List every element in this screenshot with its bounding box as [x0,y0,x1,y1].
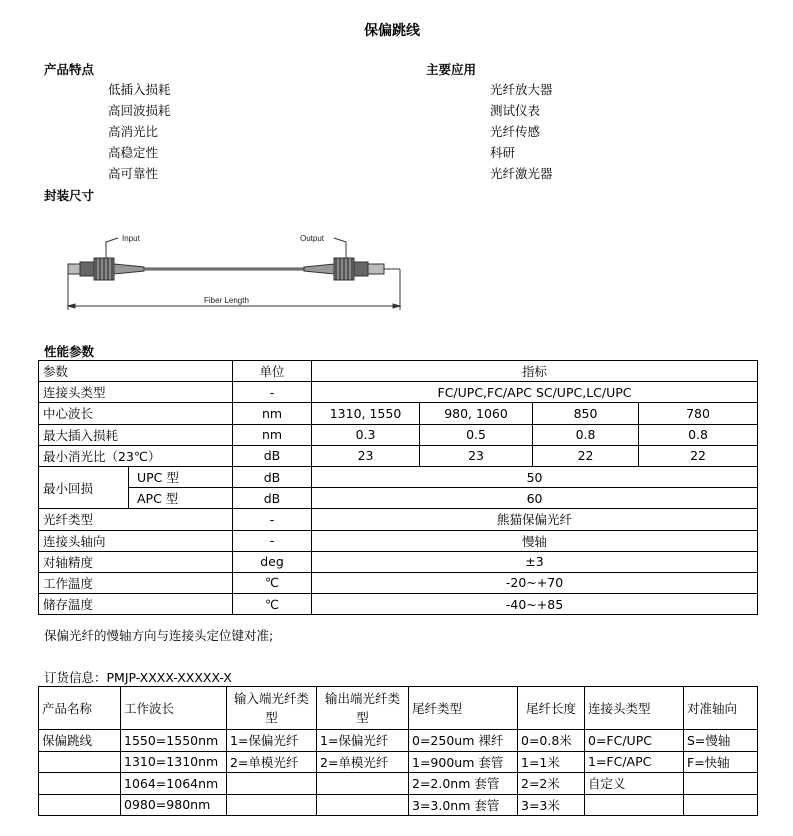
unit-cell: ℃ [233,572,312,593]
table-row [39,594,758,615]
param-label: 最小消光比（23℃） [39,445,233,466]
table-header-cell: 参数 [39,361,233,382]
unit-cell: - [233,382,312,403]
table-cell [39,794,121,816]
table-header-cell: 指标 [312,361,758,382]
param-label: 储存温度 [39,594,233,615]
table-row [39,509,758,530]
subtype-cell: APC 型 [129,488,233,509]
table-cell: 0=FC/UPC [585,730,684,752]
table-header-cell: 尾纤长度 [518,687,585,730]
unit-cell: - [233,530,312,551]
table-cell: 2=2.0nm 套管 [409,773,518,795]
value-cell: 980, 1060 [420,403,533,424]
table-cell [227,794,317,816]
features-heading: 产品特点 [44,62,95,77]
value-cell: 22 [533,445,639,466]
table-cell [585,794,684,816]
param-label: 最大插入损耗 [39,424,233,445]
unit-cell: nm [233,424,312,445]
application-item: 测试仪表 [490,103,541,118]
table-cell: 1=FC/APC [585,751,684,773]
output-label: Output [300,234,325,243]
ordering-code: PMJP-XXXX-XXXXX-X [106,670,232,685]
table-row [39,530,758,551]
unit-cell: - [233,509,312,530]
value-cell: -20~+70 [312,572,758,593]
table-cell [684,773,758,795]
table-cell [39,751,121,773]
param-label: 对轴精度 [39,551,233,572]
param-label: 连接头轴向 [39,530,233,551]
table-row [39,403,758,424]
table-cell: 3=3米 [518,794,585,816]
table-cell: 2=2米 [518,773,585,795]
param-label: 连接头类型 [39,382,233,403]
table-header-cell: 尾纤类型 [409,687,518,730]
table-header-cell: 对准轴向 [684,687,758,730]
feature-item: 高可靠性 [108,166,159,181]
feature-item: 低插入损耗 [108,82,171,97]
value-cell: 1310, 1550 [312,403,420,424]
table-cell [227,773,317,795]
table-row [39,572,758,593]
table-header-cell: 输入端光纤类型 [227,687,317,730]
table-row [39,424,758,445]
table-cell: 1=900um 套管 [409,751,518,773]
table-cell: 1=保偏光纤 [227,730,317,752]
value-cell: 熊猫保偏光纤 [312,509,758,530]
value-cell: 0.3 [312,424,420,445]
performance-heading: 性能参数 [44,344,95,359]
unit-cell: dB [233,488,312,509]
feature-item: 高消光比 [108,124,159,139]
table-row [39,466,758,487]
table-cell: F=快轴 [684,751,758,773]
value-cell: -40~+85 [312,594,758,615]
value-cell: 22 [639,445,758,466]
table-cell [39,773,121,795]
ordering-info [44,668,232,686]
value-cell: 0.5 [420,424,533,445]
unit-cell: dB [233,466,312,487]
table-row [39,794,758,816]
param-label: 光纤类型 [39,509,233,530]
table-row [39,445,758,466]
table-row [39,730,758,752]
table-header-cell: 连接头类型 [585,687,684,730]
param-label: 工作温度 [39,572,233,593]
table-cell: 3=3.0nm 套管 [409,794,518,816]
table-cell: 0=0.8米 [518,730,585,752]
table-header-cell: 产品名称 [39,687,121,730]
table-cell: 1=保偏光纤 [317,730,409,752]
table-cell: 0=250um 裸纤 [409,730,518,752]
param-label: 最小回损 [39,466,129,508]
table-row [39,773,758,795]
performance-table [38,360,758,615]
value-cell: 0.8 [639,424,758,445]
table-row [39,751,758,773]
value-cell: ±3 [312,551,758,572]
unit-cell: dB [233,445,312,466]
ordering-table [38,686,758,816]
table-cell: 1310=1310nm [121,751,227,773]
page-title: 保偏跳线 [364,23,420,39]
unit-cell: ℃ [233,594,312,615]
table-row [39,361,758,382]
value-cell: 60 [312,488,758,509]
feature-item: 高回波损耗 [108,103,171,118]
value-cell: 慢轴 [312,530,758,551]
input-label: Input [122,234,140,243]
value-cell: 23 [312,445,420,466]
param-label: 中心波长 [39,403,233,424]
feature-item: 高稳定性 [108,145,159,160]
application-item: 光纤激光器 [490,166,553,181]
table-cell: 1064=1064nm [121,773,227,795]
table-header-cell: 输出端光纤类型 [317,687,409,730]
value-cell: 50 [312,466,758,487]
table-cell [317,773,409,795]
table-header-cell: 工作波长 [121,687,227,730]
table-row [39,382,758,403]
subtype-cell: UPC 型 [129,466,233,487]
table-cell: 自定义 [585,773,684,795]
performance-note: 保偏光纤的慢轴方向与连接头定位键对准; [44,628,274,643]
table-cell: 2=单模光纤 [227,751,317,773]
patch-cord-diagram [58,224,410,316]
table-cell [684,794,758,816]
value-cell: FC/UPC,FC/APC SC/UPC,LC/UPC [312,382,758,403]
package-heading: 封装尺寸 [44,188,95,203]
value-cell: 0.8 [533,424,639,445]
ordering-label: 订货信息： [44,670,107,685]
application-item: 光纤放大器 [490,82,553,97]
value-cell: 780 [639,403,758,424]
table-cell: 1550=1550nm [121,730,227,752]
table-cell: 1=1米 [518,751,585,773]
table-cell: 0980=980nm [121,794,227,816]
table-cell: 保偏跳线 [39,730,121,752]
table-cell: S=慢轴 [684,730,758,752]
table-cell: 2=单模光纤 [317,751,409,773]
table-row [39,551,758,572]
table-row [39,488,758,509]
unit-cell: nm [233,403,312,424]
value-cell: 850 [533,403,639,424]
applications-heading: 主要应用 [426,62,477,77]
application-item: 光纤传感 [490,124,541,139]
table-cell [317,794,409,816]
value-cell: 23 [420,445,533,466]
unit-cell: deg [233,551,312,572]
table-header-cell: 单位 [233,361,312,382]
table-row [39,687,758,730]
application-item: 科研 [490,145,516,160]
fiber-length-label: Fiber Length [204,296,249,305]
